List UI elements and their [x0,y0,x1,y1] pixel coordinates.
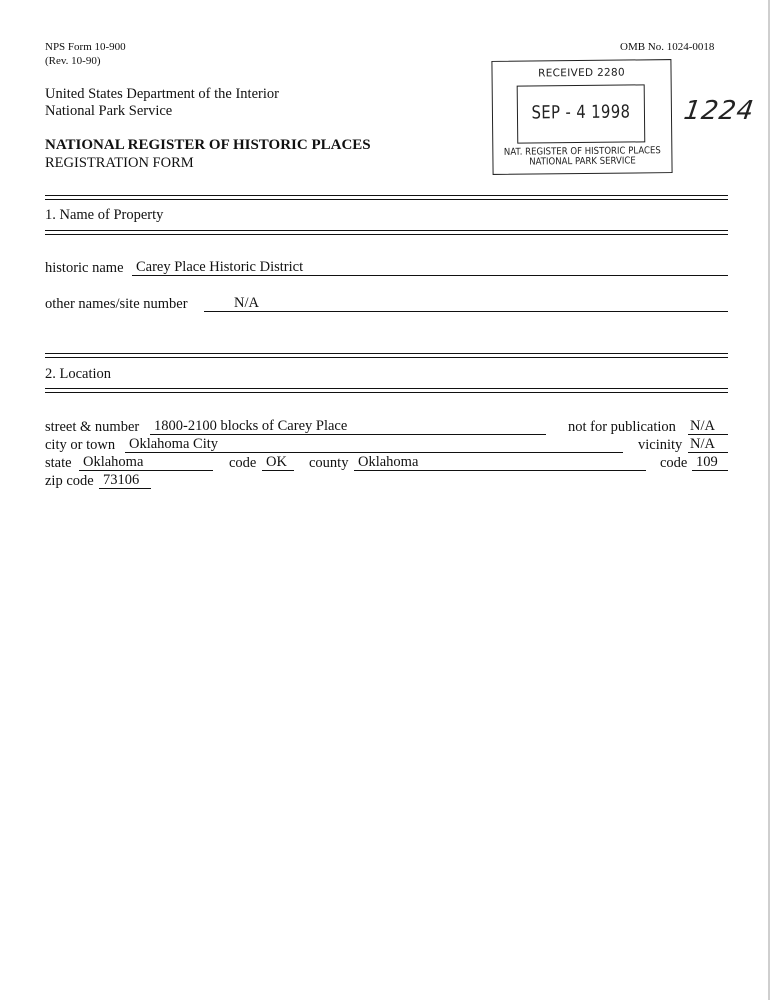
state-code-value: OK [266,454,287,470]
not-for-publication-value: N/A [690,418,715,434]
stamp-register-line2: NATIONAL PARK SERVICE [529,155,636,168]
handwritten-reference-number: 1224 [681,96,757,126]
street-label: street & number [45,419,140,435]
stamp-register-line1: NAT. REGISTER OF HISTORIC PLACES [503,145,661,158]
section1-bottom-rule-1 [45,230,728,231]
section2-top-rule-2 [45,357,728,358]
not-for-publication-field[interactable] [688,418,728,435]
vicinity-field[interactable] [688,436,728,453]
county-code-label: code [660,455,688,471]
stamp-date: SEP - 4 1998 [531,101,631,124]
county-code-field[interactable] [692,454,728,471]
county-field[interactable] [354,454,646,471]
zip-field[interactable] [99,472,151,489]
section1-heading: 1. Name of Property [45,207,164,223]
county-value: Oklahoma [358,454,419,470]
vicinity-value: N/A [690,436,715,452]
city-field[interactable] [125,436,623,453]
zip-value: 73106 [103,472,140,488]
stamp-received-text: RECEIVED 2280 [538,66,626,80]
other-names-label: other names/site number [45,296,188,312]
city-label: city or town [45,437,116,453]
state-label: state [45,455,72,471]
not-for-publication-label: not for publication [568,419,676,435]
other-names-value: N/A [234,295,259,311]
omb-number: OMB No. 1024-0018 [620,41,715,53]
street-value: 1800-2100 blocks of Carey Place [154,418,348,434]
vicinity-label: vicinity [638,437,683,453]
section2-bottom-rule-2 [45,392,728,393]
section1-bottom-rule-2 [45,234,728,235]
state-code-field[interactable] [262,454,294,471]
street-field[interactable] [150,418,546,435]
state-value: Oklahoma [83,454,144,470]
received-stamp [491,59,672,175]
section2-top-rule-1 [45,353,728,354]
city-value: Oklahoma City [129,436,219,452]
historic-name-field[interactable] [132,259,728,276]
historic-name-value: Carey Place Historic District [136,259,304,275]
county-label: county [309,455,349,471]
other-names-field[interactable] [204,295,728,312]
stamp-date-box [517,84,646,143]
state-field[interactable] [79,454,213,471]
form-number: NPS Form 10-900 [45,41,126,53]
form-title: NATIONAL REGISTER OF HISTORIC PLACES [45,137,371,153]
section2-heading: 2. Location [45,366,112,382]
zip-label: zip code [45,473,94,489]
section1-top-rule-2 [45,199,728,200]
form-subtitle: REGISTRATION FORM [45,155,194,171]
section2-bottom-rule-1 [45,388,728,389]
stamp-register-text [502,146,662,168]
service-name: National Park Service [45,103,173,119]
department-name: United States Department of the Interior [45,86,279,102]
form-revision: (Rev. 10-90) [45,55,101,67]
county-code-value: 109 [696,454,718,470]
historic-name-label: historic name [45,260,124,276]
section1-top-rule-1 [45,195,728,196]
state-code-label: code [229,455,257,471]
